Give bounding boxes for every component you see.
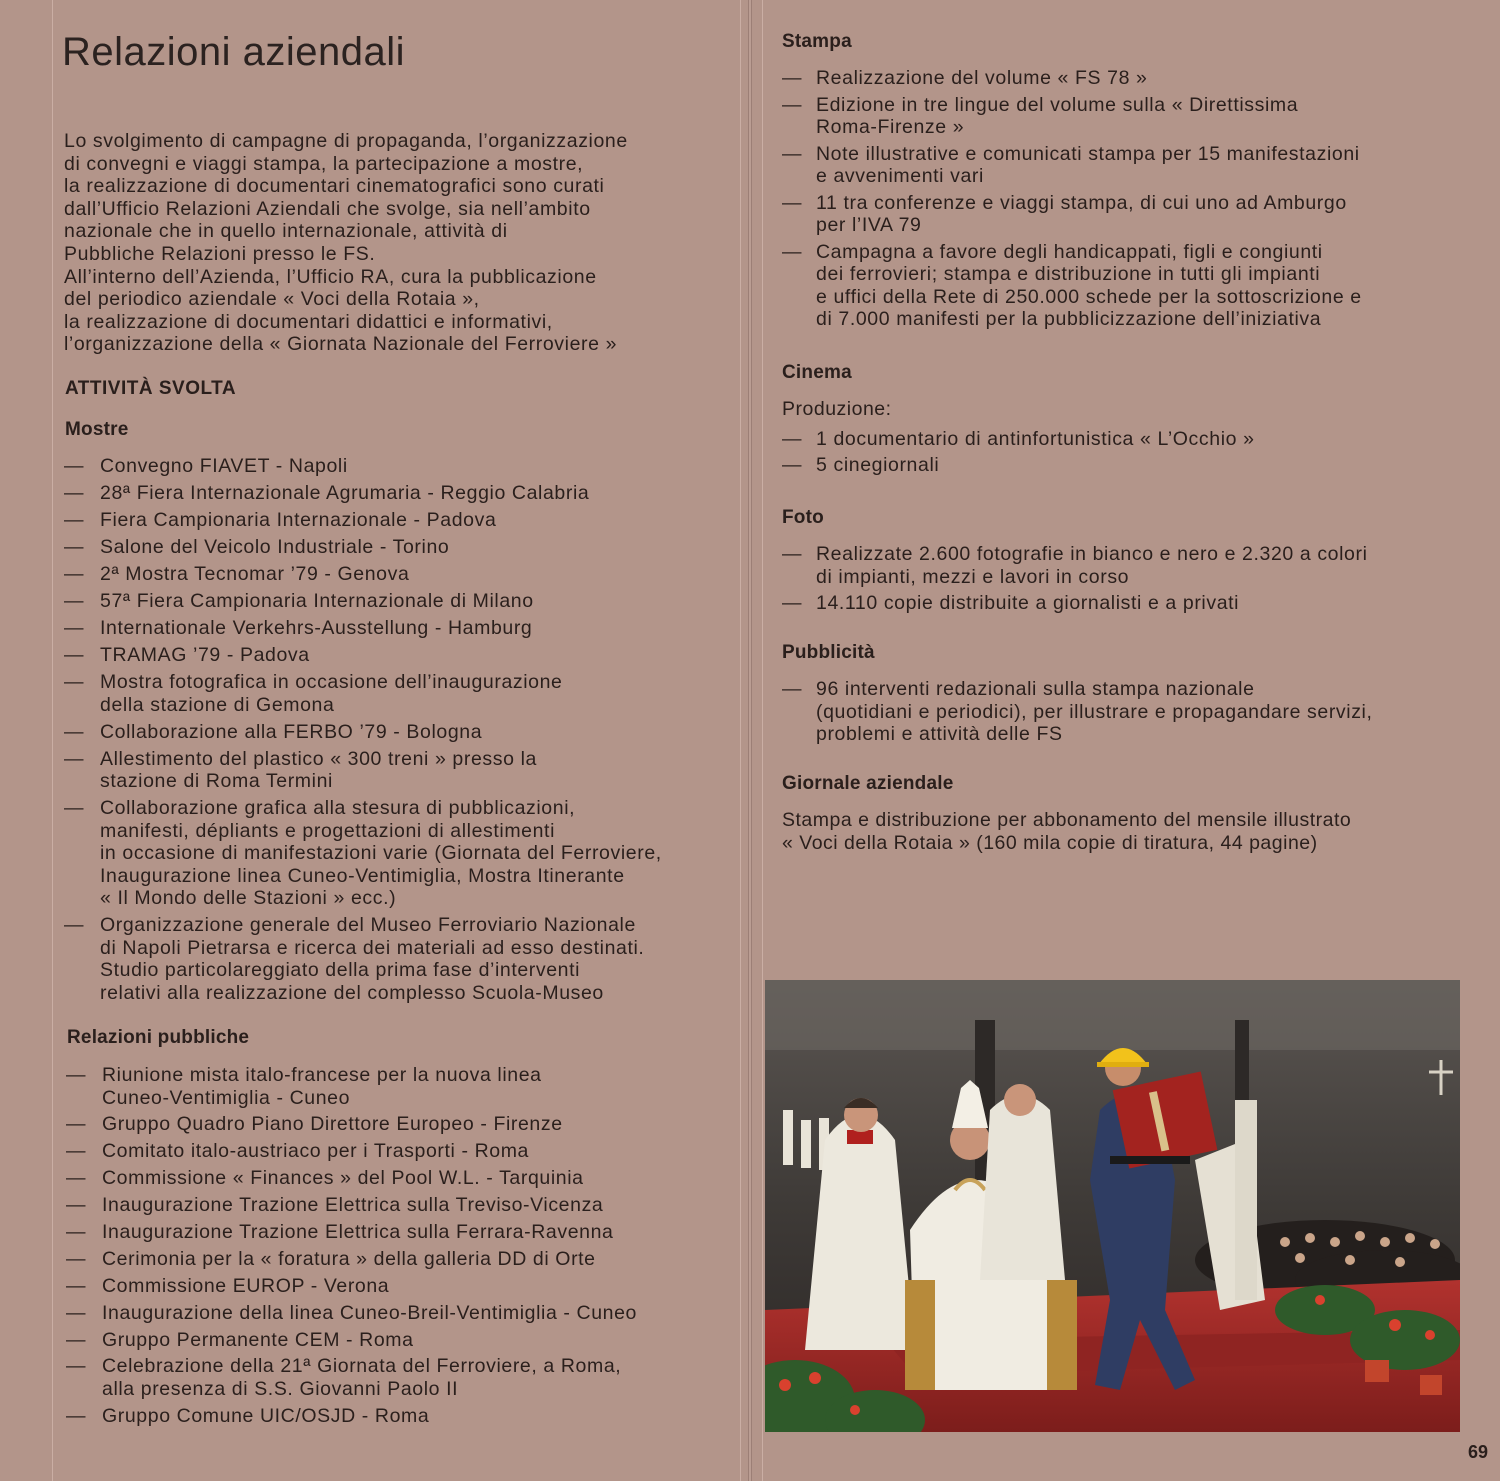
- cinema-list: [782, 428, 1442, 477]
- list-item-line: Comitato italo-austriaco per i Trasporti - Roma: [102, 1140, 530, 1163]
- dash-bullet: —: [66, 1140, 87, 1163]
- list-item-line: 14.110 copie distribuite a giornalisti e a privati: [816, 592, 1240, 614]
- list-item-line: dei ferrovieri; stampa e distribuzione in tutti gli impianti: [816, 263, 1321, 285]
- foto-heading: Foto: [782, 507, 824, 528]
- dash-bullet: —: [66, 1220, 87, 1243]
- cinema-section: [782, 362, 1442, 481]
- list-item: [64, 617, 729, 640]
- dash-bullet: —: [64, 797, 85, 819]
- cinema-heading: Cinema: [782, 362, 852, 383]
- list-item: [66, 1275, 731, 1298]
- list-item: [66, 1248, 731, 1271]
- dash-bullet: —: [782, 240, 803, 263]
- list-item-line: 2ª Mostra Tecnomar ’79 - Genova: [100, 563, 410, 585]
- dash-bullet: —: [782, 454, 803, 476]
- column-guide-line: [762, 0, 763, 1481]
- dash-bullet: —: [66, 1247, 87, 1270]
- list-item-line: Note illustrative e comunicati stampa per 15 manifestazioni: [816, 142, 1360, 165]
- list-item-line: 1 documentario di antinfortunistica « L’Occhio »: [816, 427, 1255, 450]
- dash-bullet: —: [64, 563, 85, 585]
- list-item: [64, 914, 729, 1004]
- list-item-line: 28ª Fiera Internazionale Agrumaria - Reggio Calabria: [100, 482, 590, 504]
- list-item-line: alla presenza di S.S. Giovanni Paolo II: [102, 1377, 459, 1400]
- list-item: [66, 1113, 731, 1136]
- list-item-line: Roma-Firenze »: [816, 116, 965, 138]
- list-item: [782, 94, 1442, 139]
- list-item: [64, 721, 729, 744]
- dash-bullet: —: [782, 678, 803, 700]
- intro-line: l’organizzazione della « Giornata Nazionale del Ferroviere »: [64, 333, 618, 356]
- list-item: [66, 1221, 731, 1244]
- column-guide-line: [52, 0, 53, 1481]
- dash-bullet: —: [64, 671, 85, 693]
- dash-bullet: —: [782, 67, 803, 89]
- list-item-line: 11 tra conferenze e viaggi stampa, di cui uno ad Amburgo: [816, 191, 1347, 214]
- list-item: [64, 482, 729, 505]
- list-item-line: Inaugurazione Trazione Elettrica sulla Treviso-Vicenza: [102, 1194, 604, 1217]
- list-item: [782, 428, 1442, 451]
- dash-bullet: —: [782, 543, 803, 565]
- list-item: [64, 748, 729, 793]
- relazioni-pubbliche-list: [66, 1064, 731, 1432]
- foto-section: [782, 507, 1442, 619]
- dash-bullet: —: [64, 644, 85, 666]
- dash-bullet: —: [66, 1328, 87, 1351]
- dash-bullet: —: [66, 1301, 87, 1324]
- pubblicita-list: [782, 678, 1442, 746]
- list-item: [64, 509, 729, 532]
- list-item-line: Gruppo Quadro Piano Direttore Europeo - Firenze: [102, 1113, 563, 1136]
- page-number: 69: [1468, 1442, 1489, 1462]
- intro-line: di convegni e viaggi stampa, la partecipazione a mostre,: [64, 152, 584, 175]
- list-item-line: Campagna a favore degli handicappati, figli e congiunti: [816, 240, 1323, 263]
- list-item-line: Realizzazione del volume « FS 78 »: [816, 67, 1148, 89]
- list-item: [64, 536, 729, 559]
- intro-line: del periodico aziendale « Voci della Rotaia »,: [64, 288, 480, 311]
- list-item-line: « Il Mondo delle Stazioni » ecc.): [100, 887, 397, 909]
- intro-line: Pubbliche Relazioni presso le FS.: [64, 242, 376, 265]
- list-item: [64, 455, 729, 478]
- list-item-line: e uffici della Rete di 250.000 schede per la sottoscrizione e: [816, 285, 1362, 308]
- dash-bullet: —: [782, 93, 803, 116]
- list-item-line: per l’IVA 79: [816, 214, 922, 236]
- list-item: [66, 1405, 731, 1428]
- stampa-heading: Stampa: [782, 31, 852, 52]
- list-item-line: TRAMAG ’79 - Padova: [100, 644, 310, 666]
- list-item-line: Fiera Campionaria Internazionale - Padova: [100, 509, 497, 531]
- dash-bullet: —: [64, 482, 85, 504]
- dash-bullet: —: [64, 590, 85, 612]
- list-item: [66, 1302, 731, 1325]
- list-item: [64, 644, 729, 667]
- cinema-subheading: Produzione:: [782, 398, 892, 420]
- list-item-line: di Napoli Pietrarsa e ricerca dei materiali ad esso destinati.: [100, 936, 645, 959]
- pubblicita-heading: Pubblicità: [782, 642, 875, 663]
- dash-bullet: —: [782, 427, 803, 450]
- list-item-line: Convegno FIAVET - Napoli: [100, 455, 348, 477]
- list-item-line: Allestimento del plastico « 300 treni » presso la: [100, 747, 537, 770]
- list-item: [66, 1329, 731, 1352]
- list-item-line: Commissione « Finances » del Pool W.L. - Tarquinia: [102, 1167, 584, 1190]
- mostre-list: [64, 455, 729, 1009]
- list-item-line: Organizzazione generale del Museo Ferroviario Nazionale: [100, 914, 636, 936]
- list-item-line: 57ª Fiera Campionaria Internazionale di Milano: [100, 590, 534, 612]
- list-item: [66, 1167, 731, 1190]
- dash-bullet: —: [782, 142, 803, 165]
- list-item: [66, 1194, 731, 1217]
- list-item: [66, 1140, 731, 1163]
- dash-bullet: —: [782, 592, 803, 614]
- list-item-line: Collaborazione grafica alla stesura di pubblicazioni,: [100, 797, 576, 819]
- list-item: [782, 192, 1442, 237]
- stampa-list: [782, 67, 1442, 331]
- list-item-line: manifesti, dépliants e progettazioni di allestimenti: [100, 819, 556, 842]
- list-item-line: problemi e attività delle FS: [816, 723, 1063, 745]
- dash-bullet: —: [64, 509, 85, 531]
- list-item-line: Internationale Verkehrs-Ausstellung - Hamburg: [100, 617, 533, 639]
- dash-bullet: —: [66, 1167, 87, 1190]
- pubblicita-section: [782, 642, 1442, 750]
- list-item-line: (quotidiani e periodici), per illustrare e propagandare servizi,: [816, 700, 1373, 723]
- list-item-line: Inaugurazione Trazione Elettrica sulla Ferrara-Ravenna: [102, 1220, 614, 1243]
- intro-line: dall’Ufficio Relazioni Aziendali che svolge, sia nell’ambito: [64, 197, 591, 220]
- list-item-line: Edizione in tre lingue del volume sulla « Direttissima: [816, 93, 1299, 116]
- list-item-line: Collaborazione alla FERBO ’79 - Bologna: [100, 720, 483, 743]
- list-item: [64, 671, 729, 716]
- dash-bullet: —: [64, 914, 85, 936]
- list-item-line: Salone del Veicolo Industriale - Torino: [100, 536, 450, 558]
- dash-bullet: —: [66, 1194, 87, 1217]
- dash-bullet: —: [64, 455, 85, 477]
- column-guide-line: [740, 0, 741, 1481]
- list-item-line: di 7.000 manifesti per la pubblicizzazione dell’iniziativa: [816, 308, 1322, 330]
- list-item-line: Inaugurazione della linea Cuneo-Breil-Ventimiglia - Cuneo: [102, 1301, 638, 1324]
- list-item-line: Gruppo Permanente CEM - Roma: [102, 1328, 414, 1351]
- list-item: [782, 543, 1442, 588]
- list-item-line: della stazione di Gemona: [100, 693, 335, 716]
- list-item-line: e avvenimenti vari: [816, 165, 984, 187]
- list-item: [782, 592, 1442, 615]
- list-item-line: Cuneo-Ventimiglia - Cuneo: [102, 1086, 351, 1109]
- dash-bullet: —: [66, 1113, 87, 1136]
- list-item-line: Inaugurazione linea Cuneo-Ventimiglia, Mostra Itinerante: [100, 864, 625, 887]
- list-item-line: Studio particolareggiato della prima fase d’interventi: [100, 959, 581, 981]
- list-item: [66, 1355, 731, 1400]
- intro-paragraph: [64, 130, 724, 356]
- giornale-text-line-2: « Voci della Rotaia » (160 mila copie di tiratura, 44 pagine): [782, 831, 1318, 854]
- giornale-text-line-1: Stampa e distribuzione per abbonamento del mensile illustrato: [782, 809, 1352, 831]
- list-item-line: Cerimonia per la « foratura » della galleria DD di Orte: [102, 1247, 596, 1270]
- dash-bullet: —: [66, 1355, 87, 1378]
- list-item-line: in occasione di manifestazioni varie (Giornata del Ferroviere,: [100, 842, 662, 864]
- intro-line: la realizzazione di documentari didattici e informativi,: [64, 310, 553, 333]
- dash-bullet: —: [64, 747, 85, 770]
- giornale-section: [782, 773, 1442, 854]
- list-item-line: 96 interventi redazionali sulla stampa nazionale: [816, 678, 1255, 700]
- list-item-line: Celebrazione della 21ª Giornata del Ferroviere, a Roma,: [102, 1355, 622, 1378]
- intro-line: la realizzazione di documentari cinematografici sono curati: [64, 175, 605, 198]
- ceremony-photo: [765, 980, 1460, 1432]
- dash-bullet: —: [64, 720, 85, 743]
- list-item: [782, 678, 1442, 746]
- list-item: [66, 1064, 731, 1109]
- page-title: Relazioni aziendali: [62, 30, 406, 74]
- intro-line: nazionale che in quello internazionale, attività di: [64, 220, 508, 243]
- list-item: [782, 143, 1442, 188]
- mostre-heading: Mostre: [65, 419, 129, 440]
- page-fold: [748, 0, 752, 1481]
- foto-list: [782, 543, 1442, 615]
- list-item: [782, 67, 1442, 90]
- list-item-line: Commissione EUROP - Verona: [102, 1274, 390, 1297]
- dash-bullet: —: [64, 617, 85, 639]
- list-item-line: Riunione mista italo-francese per la nuova linea: [102, 1064, 542, 1086]
- intro-line: Lo svolgimento di campagne di propaganda, l’organizzazione: [64, 130, 628, 152]
- list-item: [64, 563, 729, 586]
- dash-bullet: —: [66, 1404, 87, 1427]
- list-item-line: di impianti, mezzi e lavori in corso: [816, 565, 1130, 588]
- list-item-line: stazione di Roma Termini: [100, 770, 333, 792]
- stampa-section: [782, 31, 1442, 335]
- list-item: [782, 241, 1442, 331]
- intro-line: All’interno dell’Azienda, l’Ufficio RA, cura la pubblicazione: [64, 265, 597, 288]
- dash-bullet: —: [782, 191, 803, 214]
- list-item-line: relativi alla realizzazione del complesso Scuola-Museo: [100, 981, 604, 1004]
- list-item: [64, 797, 729, 910]
- list-item: [64, 590, 729, 613]
- list-item-line: Mostra fotografica in occasione dell’inaugurazione: [100, 671, 563, 693]
- dash-bullet: —: [64, 536, 85, 558]
- section-heading-attivita: ATTIVITÀ SVOLTA: [65, 378, 237, 399]
- list-item: [782, 454, 1442, 477]
- list-item-line: Realizzate 2.600 fotografie in bianco e nero e 2.320 a colori: [816, 543, 1368, 565]
- list-item-line: 5 cinegiornali: [816, 454, 940, 476]
- giornale-heading: Giornale aziendale: [782, 773, 954, 794]
- relazioni-pubbliche-heading: Relazioni pubbliche: [67, 1027, 250, 1048]
- dash-bullet: —: [66, 1274, 87, 1297]
- dash-bullet: —: [66, 1064, 87, 1086]
- list-item-line: Gruppo Comune UIC/OSJD - Roma: [102, 1404, 430, 1427]
